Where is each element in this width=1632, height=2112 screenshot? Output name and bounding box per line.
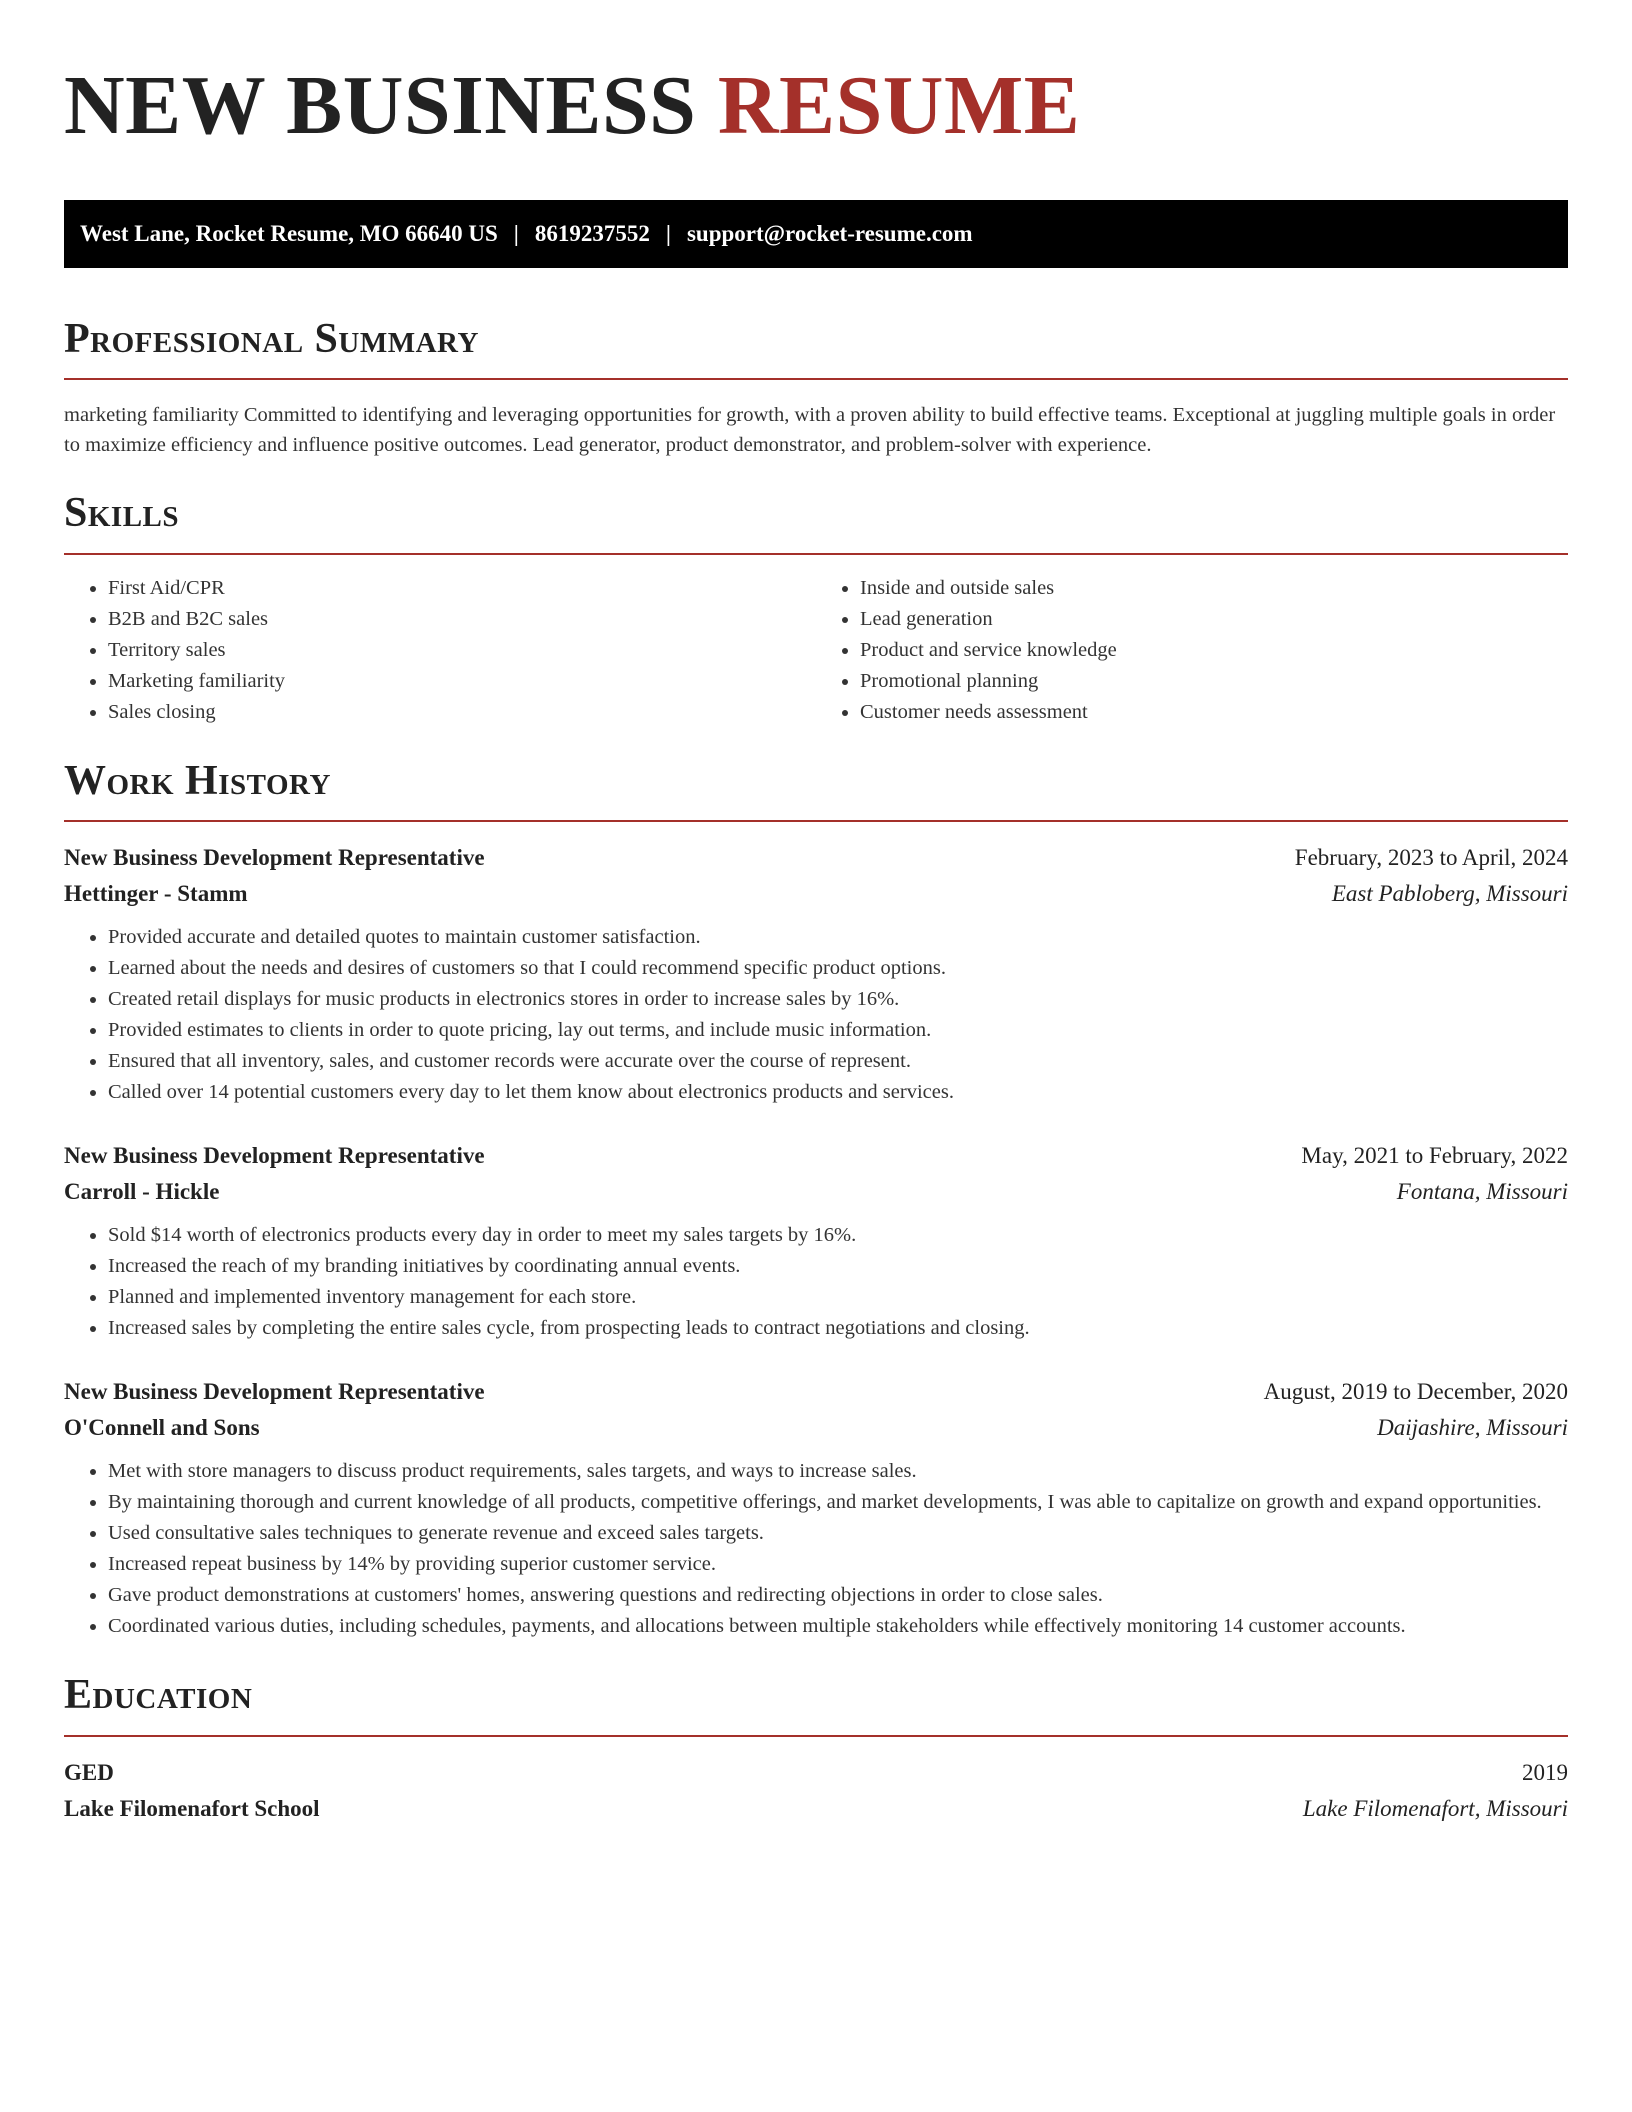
job-entry (64, 1374, 1568, 1642)
skills-grid (64, 573, 1568, 728)
title-accent: RESUME (717, 59, 1081, 152)
job-company: Carroll - Hickle (64, 1179, 220, 1205)
contact-address: West Lane, Rocket Resume, MO 66640 US (80, 221, 498, 246)
job-entry (64, 840, 1568, 1108)
job-title: New Business Development Representative (64, 1143, 485, 1169)
job-bullet: • Provided accurate and detailed quotes to maintain customer satisfaction. (108, 922, 1568, 953)
job-bullet: • Increased the reach of my branding initiatives by coordinating annual events. (108, 1251, 1568, 1282)
section-divider (64, 553, 1568, 555)
job-company: O'Connell and Sons (64, 1415, 260, 1441)
skills-list-left (64, 573, 816, 728)
section-divider (64, 820, 1568, 822)
job-bullet: • Planned and implemented inventory management for each store. (108, 1282, 1568, 1313)
job-bullet: • By maintaining thorough and current knowledge of all products, competitive offerings, and market developments, I was able to capitalize on growth and expand opportunities. (108, 1487, 1568, 1518)
job-bullet: • Sold $14 worth of electronics products every day in order to meet my sales targets by 16%. (108, 1220, 1568, 1251)
skill-item: • Product and service knowledge (860, 635, 1568, 666)
job-dates: August, 2019 to December, 2020 (1263, 1379, 1568, 1405)
job-bullet: • Ensured that all inventory, sales, and customer records were accurate over the course of represent. (108, 1046, 1568, 1077)
education-year: 2019 (1522, 1759, 1568, 1785)
job-bullet: • Learned about the needs and desires of customers so that I could recommend specific product options. (108, 953, 1568, 984)
summary-section (64, 314, 1568, 460)
contact-separator: | (665, 221, 671, 246)
job-dates: February, 2023 to April, 2024 (1294, 845, 1568, 871)
job-entry (64, 1138, 1568, 1344)
job-location: East Pabloberg, Missouri (1331, 881, 1568, 907)
job-bullet: • Met with store managers to discuss product requirements, sales targets, and ways to increase sales. (108, 1456, 1568, 1487)
education-entry (64, 1755, 1568, 1827)
job-dates: May, 2021 to February, 2022 (1301, 1143, 1568, 1169)
education-section (64, 1670, 1568, 1826)
skill-item: • Lead generation (860, 604, 1568, 635)
job-bullet: • Used consultative sales techniques to generate revenue and exceed sales targets. (108, 1518, 1568, 1549)
job-bullets (64, 1220, 1568, 1344)
skill-item: • Territory sales (108, 635, 816, 666)
work-heading: Work History (64, 757, 331, 804)
section-divider (64, 1735, 1568, 1737)
skill-item: • First Aid/CPR (108, 573, 816, 604)
job-title: New Business Development Representative (64, 1379, 485, 1405)
education-degree: GED (64, 1759, 114, 1785)
contact-phone[interactable]: 8619237552 (534, 221, 650, 246)
work-section (64, 756, 1568, 1642)
section-divider (64, 378, 1568, 380)
job-bullet: • Coordinated various duties, including schedules, payments, and allocations between multiple stakeholders while effectively monitoring 14 customer accounts. (108, 1611, 1568, 1642)
job-company: Hettinger - Stamm (64, 881, 248, 907)
job-bullets (64, 922, 1568, 1108)
contact-email[interactable]: support@rocket-resume.com (686, 221, 973, 246)
job-title: New Business Development Representative (64, 845, 485, 871)
contact-separator: | (513, 221, 519, 246)
job-bullet: • Called over 14 potential customers every day to let them know about electronics products and services. (108, 1077, 1568, 1108)
job-location: Fontana, Missouri (1396, 1179, 1568, 1205)
summary-heading: Professional Summary (64, 316, 479, 362)
job-bullet: • Gave product demonstrations at customers' homes, answering questions and redirecting objections in order to close sales. (108, 1580, 1568, 1611)
skills-heading: Skills (64, 490, 180, 537)
job-bullet: • Increased repeat business by 14% by providing superior customer service. (108, 1549, 1568, 1580)
education-location: Lake Filomenafort, Missouri (1302, 1795, 1568, 1821)
skill-item: • Promotional planning (860, 666, 1568, 697)
resume-title (64, 0, 1568, 176)
skills-list-right (816, 573, 1568, 728)
title-main: NEW BUSINESS (64, 59, 697, 152)
job-bullet: • Increased sales by completing the entire sales cycle, from prospecting leads to contract negotiations and closing. (108, 1313, 1568, 1344)
skill-item: • Marketing familiarity (108, 666, 816, 697)
skills-section (64, 488, 1568, 727)
skill-item: • Sales closing (108, 697, 816, 728)
job-location: Daijashire, Missouri (1377, 1415, 1568, 1441)
job-bullets (64, 1456, 1568, 1642)
job-bullet: • Provided estimates to clients in order to quote pricing, lay out terms, and include music information. (108, 1015, 1568, 1046)
skill-item: • Customer needs assessment (860, 697, 1568, 728)
summary-text: marketing familiarity Committed to identifying and leveraging opportunities for growth, with a proven ability to build effective teams. Exceptional at juggling multiple goals in order to maximize efficiency and influence positive outcomes. Lead generator, product demonstrator, and problem-solver with experience. (64, 404, 1556, 457)
contact-bar (64, 200, 1568, 268)
skill-item: • Inside and outside sales (860, 573, 1568, 604)
education-school: Lake Filomenafort School (64, 1795, 320, 1821)
skill-item: • B2B and B2C sales (108, 604, 816, 635)
job-bullet: • Created retail displays for music products in electronics stores in order to increase sales by 16%. (108, 984, 1568, 1015)
education-heading: Education (64, 1672, 253, 1719)
